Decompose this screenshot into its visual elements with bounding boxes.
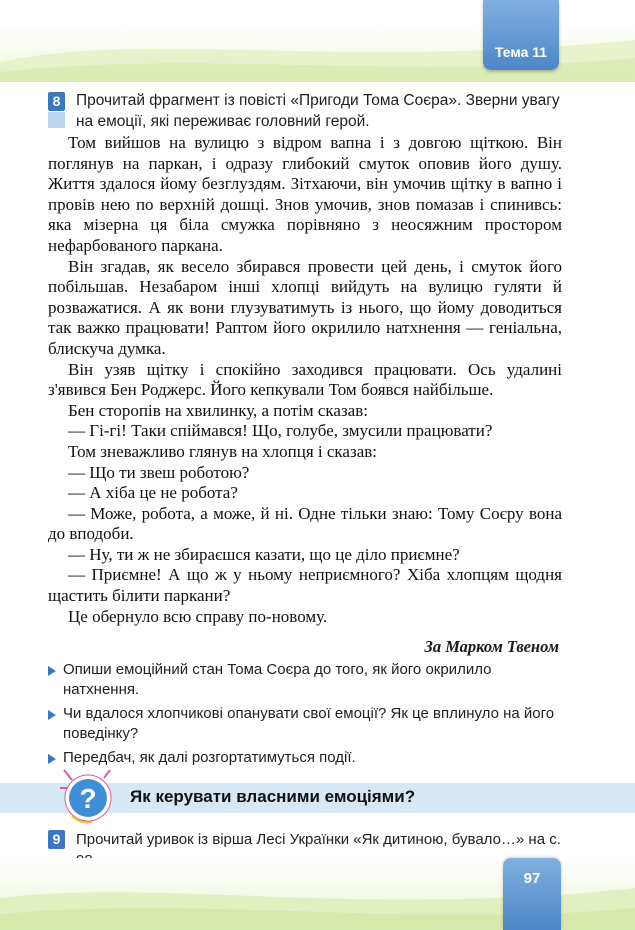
triangle-bullet-icon	[48, 710, 56, 720]
task-number-shadow	[48, 112, 65, 128]
story-paragraph: — Що ти звеш роботою?	[68, 462, 250, 482]
story-paragraph: — Приємне! А що ж у ньому неприємного? Хіба хлопцям щодня щастить білити паркани?	[48, 565, 562, 606]
tema-label: Тема 11	[494, 44, 548, 60]
svg-text:?: ?	[79, 783, 97, 814]
question-list	[48, 660, 562, 772]
story-paragraph: — Може, робота, а може, й ні. Одне тільки знаю: Тому Соєру вона до вподоби.	[48, 503, 562, 544]
story-paragraph: Він згадав, як весело збирався провести цей день, і смуток його побільшав. Незабаром інші хлопці вийдуть на вулицю гуляти й розважатися. А як вони глузуватимуть із нього, що йому доводиться так важко працювати! Раптом його окрилило натхнення — геніальна, блискуча думка.	[48, 256, 562, 358]
story-paragraph: — А хіба це не робота?	[68, 483, 238, 503]
story-paragraph: — Гі-гі! Таки спіймався! Що, голубе, змусили працювати?	[68, 421, 493, 441]
question-item	[48, 660, 562, 700]
question-item	[48, 704, 562, 744]
story-paragraph: Бен сторопів на хвилинку, а потім сказав:	[68, 400, 368, 420]
story-text	[48, 133, 562, 627]
triangle-bullet-icon	[48, 754, 56, 764]
page-number: 97	[523, 870, 541, 887]
question-text: Чи вдалося хлопчикові опанувати свої емоції? Як це вплинуло на його поведінку?	[63, 705, 555, 742]
section-title: Як керувати власними емоціями?	[130, 787, 416, 806]
triangle-bullet-icon	[48, 666, 56, 676]
question-mark-icon	[58, 766, 118, 826]
question-text: Передбач, як далі розгортатимуться події.	[63, 749, 356, 766]
story-paragraph: — Ну, ти ж не збираєшся казати, що це діло приємне?	[68, 544, 460, 564]
story-paragraph: Том зневажливо глянув на хлопця і сказав:	[68, 441, 377, 461]
task-number-badge: 9	[48, 830, 65, 849]
task-8-line-1: Прочитай фрагмент із повісті «Пригоди Тома Соєра». Зверни увагу	[76, 92, 560, 109]
author-attribution: За Марком Твеном	[424, 637, 559, 656]
task-8-line-2: на емоції, які переживає головний герой.	[76, 113, 370, 130]
task-8-text	[76, 90, 576, 132]
page-number-tab	[503, 858, 561, 930]
task-number-badge: 8	[48, 92, 65, 111]
story-paragraph: Це обернуло всю справу по-новому.	[68, 606, 328, 626]
story-paragraph: Він узяв щітку і спокійно заходився працювати. Ось удалині з'явився Бен Роджерс. Його кепкували Том боявся найбільше.	[48, 359, 562, 400]
task-8	[48, 90, 568, 134]
tema-tab	[483, 0, 559, 70]
task-9-text: Прочитай уривок із вірша Лесі Українки «Як дитиною, бувало…» на с.	[76, 831, 561, 848]
question-item	[48, 748, 562, 768]
story-paragraph: Том вийшов на вулицю з відром вапна і з довгою щіткою. Він поглянув на паркан, і одразу глибокий смуток оповив його душу. Життя здалося йому безглуздям. Зітхаючи, він умочив щітку в вапно і провів нею по верхній дошці. Знов умочив, знов помазав і спинивсь: яка мізерна ця біла смужка порівняно з неосяжним простором нефарбованого паркана.	[48, 133, 562, 255]
task-9	[48, 829, 568, 853]
question-text: Опиши емоційний стан Тома Соєра до того, як його окрилило натхнення.	[63, 661, 492, 698]
